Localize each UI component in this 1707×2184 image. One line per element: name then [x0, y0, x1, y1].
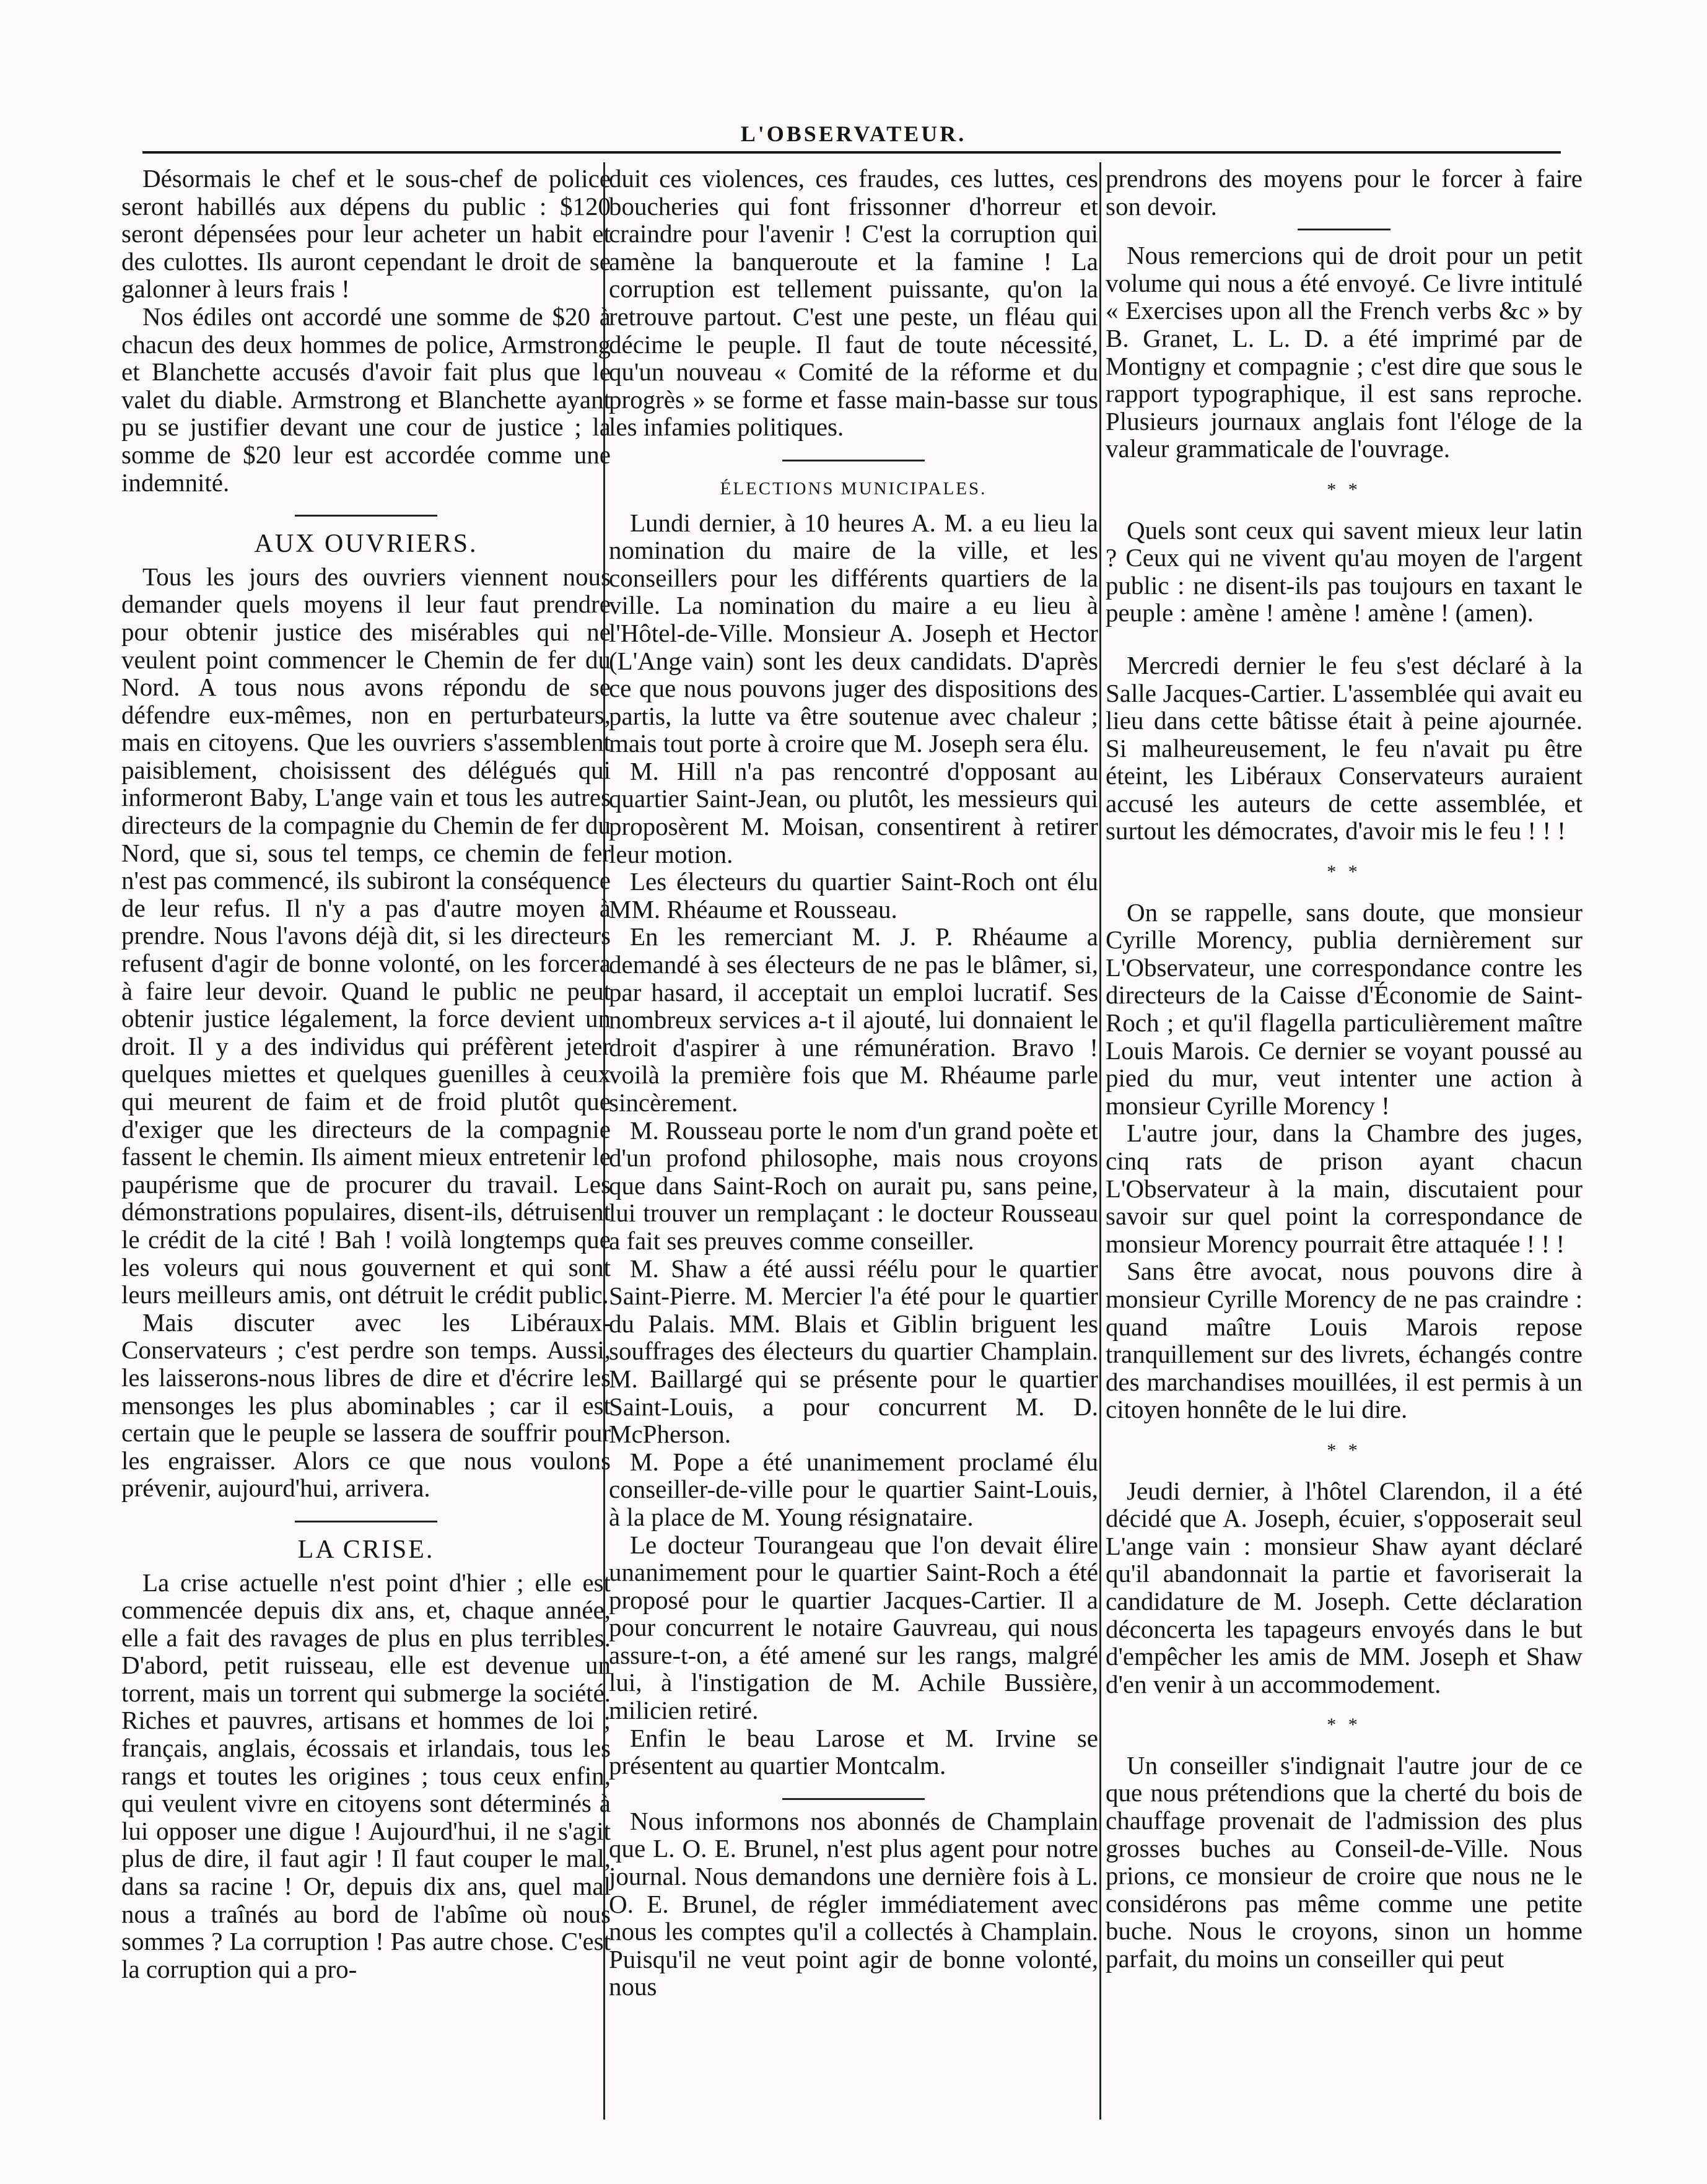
article-aux-ouvriers: Tous les jours des ouvriers viennent nous demander quels moyens il leur faut prendre pour obtenir justice des misérables qui ne veulent point commencer le Chemin de fer du Nord. A tous nous avons répondu de se défendre eux-mêmes, non en perturbateurs, mais en citoyens. Que les ouvriers s'assemblent paisiblement, choisissent des délégués qui informeront Baby, L'ange vain et tous les autres directeurs de la compagnie du Chemin de fer du Nord, que si, sous tel temps, ce chemin de fer n'est pas commencé, ils subiront la conséquence de leur refus. Il n'y a pas d'autre moyen à prendre. Nous l'avons déjà dit, si les directeurs refusent d'agir de bonne volonté, on les forcera à faire leur devoir. Quand le public ne peut obtenir justice légalement, la force devient un droit. Il y a des individus qui préfèrent jeter quelques miettes et quelques guenilles à ceux qui meurent de faim et de froid plutôt que d'exiger que les directeurs de la compagnie fassent le chemin. Ils aiment mieux entretenir le paupérisme que de procurer du travail. Les démonstrations populaires, disent-ils, détruisent le crédit de la cité ! Bah ! voilà longtemps que les voleurs qui nous gouvernent et qui sont leurs meilleurs amis, ont détruit le crédit public.	[121, 562, 611, 1309]
article-elections-saint-roch: Les électeurs du quartier Saint-Roch ont élu MM. Rhéaume et Rousseau.	[609, 867, 1098, 924]
article-elections-shaw: M. Shaw a été aussi réélu pour le quartier Saint-Pierre. M. Mercier l'a été pour le quartier du Palais. MM. Blais et Giblin briguent les souffrages des électeurs du quartier Champlain. M. Baillargé qui se présente pour le quartier Saint-Louis, a pour concurrent M. D. McPherson.	[609, 1254, 1098, 1449]
article-morency-correspondence: On se rappelle, sans doute, que monsieur Cyrille Morency, publia dernièrement sur L'Observateur, une correspondance contre les directeurs de la Caisse d'Économie de Saint-Roch ; et qu'il flagella particulièrement maître Louis Marois. Ce dernier se voyant poussé au pied du mur, veut intenter une action à monsieur Cyrille Morency !	[1106, 898, 1583, 1120]
article-elections-rheaume: En les remerciant M. J. P. Rhéaume a demandé à ses électeurs de ne pas le blâmer, si, par hasard, il acceptait un emploi lucratif. Ses nombreux services a-t il ajouté, lui donnaient le droit d'aspirer à une rémunération. Bravo ! voilà la première fois que M. Rhéaume parle sincèrement.	[609, 922, 1098, 1117]
section-separator	[295, 515, 437, 517]
article-elections-montcalm: Enfin le beau Larose et M. Irvine se présentent au quartier Montcalm.	[609, 1723, 1098, 1780]
article-elections-hill: M. Hill n'a pas rencontré d'opposant au quartier Saint-Jean, ou plutôt, les messieurs qui proposèrent M. Moisan, consentirent à retirer leur motion.	[609, 756, 1098, 868]
article-fire-salle-jacques-cartier: Mercredi dernier le feu s'est déclaré à la Salle Jacques-Cartier. L'assemblée qui avait eu lieu dans cette bâtisse était à peine ajournée. Si malheureusement, le feu n'avait pu être éteint, les Libéraux Conservateurs auraient accusé les auteurs de cette assemblée, et surtout les démocrates, d'avoir mis le feu ! ! !	[1106, 650, 1583, 845]
article-elections-rousseau: M. Rousseau porte le nom d'un grand poète et d'un profond philosophe, mais nous croyons que dans Saint-Roch on aurait pu, sans peine, lui trouver un remplaçant : le docteur Rousseau a fait ses preuves comme conseiller.	[609, 1116, 1098, 1255]
asterism-divider: * *	[1327, 479, 1361, 500]
section-spacer	[1106, 627, 1583, 652]
column-2	[609, 165, 1098, 2116]
masthead-rule	[142, 151, 1561, 154]
asterism-divider: * *	[1327, 1714, 1361, 1736]
article-chambre-des-juges: L'autre jour, dans la Chambre des juges, cinq rats de prison ayant chacun L'Observateur à la main, discutaient pour savoir sur quel point la correspondance de monsieur Morency pourrait être attaquée ! ! !	[1106, 1119, 1583, 1258]
heading-la-crise: LA CRISE.	[297, 1535, 435, 1564]
section-separator	[295, 1521, 437, 1522]
article-elections-pope: M. Pope a été unanimement proclamé élu conseiller-de-ville pour le quartier Saint-Louis, à la place de M. Young résignataire.	[609, 1447, 1098, 1531]
column-3	[1106, 165, 1583, 2116]
article-book-review: Nous remercions qui de droit pour un petit volume qui nous a été envoyé. Ce livre intitulé « Exercises upon all the French verbs &c » by B. Granet, L. L. D. a été imprimé par de Montigny et compagnie ; c'est dire que sous le rapport typographique, il est sans reproche. Plusieurs journaux anglais font l'éloge de la valeur grammaticale de l'ouvrage.	[1106, 241, 1583, 463]
article-elections-nomination: Lundi dernier, à 10 heures A. M. a eu lieu la nomination du maire de la ville, et les conseillers pour les différents quartiers de la ville. La nomination du maire a eu lieu à l'Hôtel-de-Ville. Monsieur A. Joseph et Hector (L'Ange vain) sont les deux candidats. D'après ce que nous pouvons juger des dispositions des partis, la lutte va être soutenue avec chaleur ; mais tout porte à croire que M. Joseph sera élu.	[609, 508, 1098, 758]
article-police-uniforms: Désormais le chef et le sous-chef de police seront habillés aux dépens du public : $120 seront dépensées pour leur acheter un habit et des culottes. Ils auront cependant le droit de se galonner à leurs frais !	[121, 165, 611, 304]
article-notice-brunel: Nous informons nos abonnés de Champlain que L. O. E. Brunel, n'est plus agent pour notre journal. Nous demandons une dernière fois à L. O. E. Brunel, de régler immédiatement avec nous les comptes qu'il a collectés à Champlain. Puisqu'il ne veut point agir de bonne volonté, nous	[609, 1806, 1098, 2001]
article-elections-tourangeau: Le docteur Tourangeau que l'on devait élire unanimement pour le quartier Saint-Roch a été proposé pour le quartier Jacques-Cartier. Il a pour concurrent le notaire Gauvreau, qui nous assure-t-on, a été amené sur les rangs, malgré lui, à l'instigation de M. Achile Bussière, milicien retiré.	[609, 1530, 1098, 1725]
column-1	[121, 165, 611, 2116]
article-latin: Quels sont ceux qui savent mieux leur latin ? Ceux qui ne vivent qu'au moyen de l'argent public : ne disent-ils pas toujours en taxant le peuple : amène ! amène ! amène ! (amen).	[1106, 515, 1583, 627]
heading-elections-municipales: ÉLECTIONS MUNICIPALES.	[720, 478, 987, 499]
section-separator	[1298, 229, 1390, 230]
asterism-divider: * *	[1327, 1439, 1361, 1461]
article-hotel-clarendon: Jeudi dernier, à l'hôtel Clarendon, il a été décidé que A. Joseph, écuier, s'opposerait seul L'ange vain : monsieur Shaw ayant déclaré qu'il abandonnait la partie et favoriserait la candidature de M. Joseph. Cette déclaration déconcerta les tapageurs envoyés dans le but d'empêcher les amis de MM. Joseph et Shaw d'en venir à un accommodement.	[1106, 1476, 1583, 1698]
article-brunel-continued: prendrons des moyens pour le forcer à faire son devoir.	[1106, 165, 1583, 221]
article-corruption-continued: duit ces violences, ces fraudes, ces luttes, ces boucheries qui font frissonner d'horreur et craindre pour l'avenir ! C'est la corruption qui amène la banqueroute et la famine ! La corruption est tellement puissante, qu'on la retrouve partout. C'est une peste, un fléau qui décime le peuple. Il faut de toute nécessité, qu'un nouveau « Comité de la réforme et du progrès » se forme et fasse main-basse sur tous les infamies politiques.	[609, 165, 1098, 442]
heading-aux-ouvriers: AUX OUVRIERS.	[254, 530, 478, 559]
article-liberaux-conservateurs: Mais discuter avec les Libéraux-Conservateurs ; c'est perdre son temps. Aussi, les laisserons-nous libres de dire et d'écrire les mensonges les plus abominables ; car il est certain que le peuple se lassera de souffrir pour les engraisser. Alors ce que nous voulons prévenir, aujourd'hui, arrivera.	[121, 1308, 611, 1503]
article-police-indemnity: Nos édiles ont accordé une somme de $20 à chacun des deux hommes de police, Armstrong et Blanchette accusés d'avoir fait plus que le valet du diable. Armstrong et Blanchette ayant pu se justifier devant une cour de justice ; la somme de $20 leur est accordée comme une indemnité.	[121, 302, 611, 497]
asterism-divider: * *	[1327, 862, 1361, 883]
column-divider-2	[1099, 162, 1101, 2120]
section-separator	[782, 460, 925, 461]
masthead-title: L'OBSERVATEUR.	[740, 121, 967, 146]
article-la-crise: La crise actuelle n'est point d'hier ; elle est commencée depuis dix ans, et, chaque année, elle a fait des ravages de plus en plus terribles. D'abord, petit ruisseau, elle est devenue un torrent, mais un torrent qui submerge la société. Riches et pauvres, artisans et hommes de loi ; français, anglais, écossais et irlandais, tous les rangs et toutes les origines ; tous ceux enfin, qui veulent vivre en citoyens sont déterminés à lui opposer une digue ! Aujourd'hui, il ne s'agit plus de dire, il faut agir ! Il faut couper le mal, dans sa racine ! Or, depuis dix ans, quel mal nous a traînés au bord de l'abîme où nous sommes ? La corruption ! Pas autre chose. C'est la corruption qui a pro-	[121, 1568, 611, 1983]
article-conseiller-buche: Un conseiller s'indignait l'autre jour de ce que nous prétendions que la cherté du bois de chauffage provenait de l'admission des plus grosses buches au Conseil-de-Ville. Nous prions, ce monsieur de croire que nous ne le considérons pas même comme une petite buche. Nous le croyons, sinon un homme parfait, du moins un conseiller qui peut	[1106, 1750, 1583, 1973]
article-sans-etre-avocat: Sans être avocat, nous pouvons dire à monsieur Cyrille Morency de ne pas craindre : quand maître Louis Marois repose tranquillement sur des livrets, échangés contre des marchandises mouillées, il est permis à un citoyen honnête de le lui dire.	[1106, 1257, 1583, 1424]
section-separator	[782, 1798, 925, 1800]
